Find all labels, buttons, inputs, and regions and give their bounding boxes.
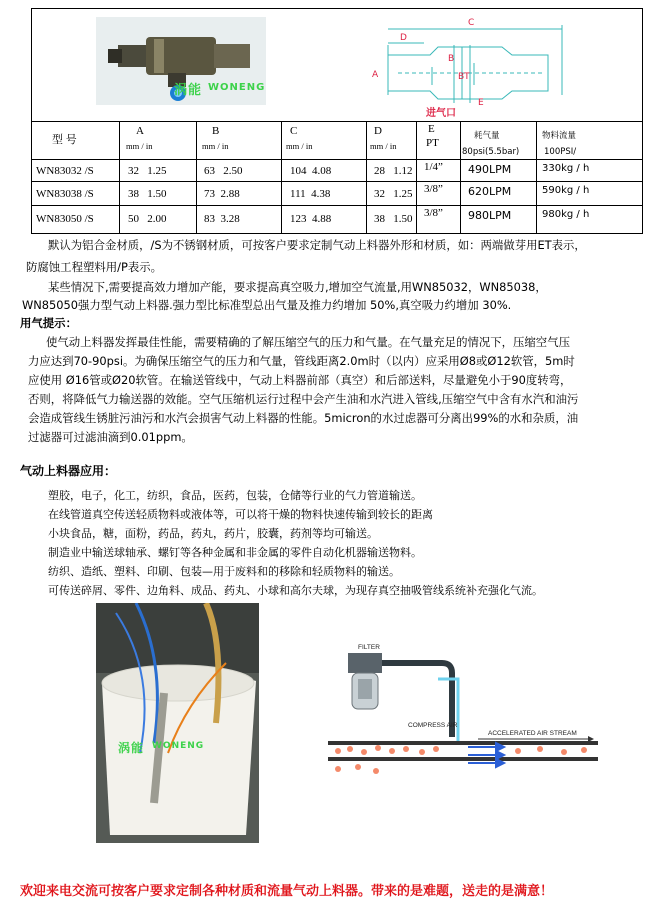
flow-diagram-svg (318, 639, 608, 775)
row2-model: WN83038 /S (36, 188, 94, 200)
application-item-1: 塑胶，电子，化工，纺织，食品，医药，包装，仓储等行业的气力管道输送。 (48, 489, 422, 502)
row3-a: 50 2.00 (128, 213, 167, 225)
row3-flow: 980kg / h (542, 209, 590, 220)
row3-c: 123 4.88 (290, 213, 332, 225)
intro-p2b: WN85050强力型气动上料器.强力型比标准型总出气量及推力约增加 50%,真空吸力约增加 30%. (22, 298, 512, 312)
application-item-3: 小块食品，糖，面粉，药品，药丸，药片，胶囊，药剂等均可输送。 (48, 527, 378, 540)
watermark-cn: 涡能 (174, 83, 203, 98)
application-item-6: 可传送碎屑、零件、边角料、成品、药丸、小球和高尔夫球，为现存真空抽吸管线系统补充强化气流。 (48, 584, 543, 597)
bucket-watermark-cn: 涡能 (118, 741, 145, 755)
header-b-unit: mm / in (202, 141, 229, 151)
filter-label: FILTER (358, 644, 380, 651)
row2-a: 38 1.50 (128, 188, 167, 200)
applications-title: 气动上料器应用： (20, 464, 117, 478)
application-item-5: 纺织、造纸、塑料、印刷、包装—用于废料和的移除和轻质物料的输送。 (48, 565, 400, 578)
header-d: D (374, 125, 382, 137)
tips-title: 用气提示： (20, 316, 77, 330)
tips-line-5: 会造成管线生锈脏污油污和水汽会损害气动上料器的性能。5micron的水过虑器可分离出99%的水和杂质，油 (28, 411, 579, 425)
footer-slogan: 欢迎来电交流可按客户要求定制各种材质和流量气动上料器。带来的是难题，送走的是满意！ (20, 884, 554, 899)
header-e-unit: PT (426, 137, 439, 149)
label-d: D (400, 33, 407, 43)
row2-d: 32 1.25 (374, 188, 413, 200)
spec-table (31, 8, 643, 234)
tips-line-1: 使气动上料器发挥最佳性能，需要精确的了解压缩空气的压力和气量。在气量充足的情况下，压缩空气压 (46, 335, 570, 349)
tips-line-2: 力应达到70-90psi。为确保压缩空气的压力和气量，管线距离2.0m时（以内）应采用Ø8或Ø12软管，5m时 (28, 354, 575, 368)
row3-e: 3/8” (424, 207, 443, 219)
row1-air: 490LPM (468, 163, 512, 176)
header-a: A (136, 125, 144, 137)
row2-e: 3/8” (424, 183, 443, 195)
dimension-drawing (362, 15, 602, 119)
header-b: B (212, 125, 220, 137)
air-stream-label: ACCELERATED AIR STREAM (488, 730, 577, 737)
compress-air-label: COMPRESS AIR (408, 722, 458, 729)
row3-model: WN83050 /S (36, 213, 94, 225)
row1-flow: 330kg / h (542, 163, 590, 174)
row2-c: 111 4.38 (290, 188, 331, 200)
watermark-en: WONENG (208, 82, 266, 93)
row1-a: 32 1.25 (128, 165, 167, 177)
header-flow: 物料流量 (542, 131, 577, 141)
bucket-photo (96, 603, 259, 843)
header-c-unit: mm / in (286, 141, 313, 151)
bucket-image (96, 603, 259, 843)
header-c: C (290, 125, 298, 137)
row1-model: WN83032 /S (36, 165, 94, 177)
header-air: 耗气量 (474, 131, 500, 141)
label-a: A (372, 70, 379, 80)
label-b: B (448, 54, 455, 64)
row3-d: 38 1.50 (374, 213, 413, 225)
product-photo (96, 17, 266, 105)
header-a-unit: mm / in (126, 141, 153, 151)
bucket-watermark-en: WONENG (152, 741, 205, 751)
label-e: E (478, 98, 484, 108)
row3-air: 980LPM (468, 209, 512, 222)
row1-c: 104 4.08 (290, 165, 332, 177)
application-item-4: 制造业中输送球轴承、螺钉等各种金属和非金属的零件自动化机器输送物料。 (48, 546, 422, 559)
tips-line-4: 否则，将降低气力输送器的效能。空气压缩机运行过程中会产生油和水汽进入管线,压缩空气中含有水汽和油污 (28, 392, 579, 406)
intro-p1b: 防腐蚀工程塑料用/P表示。 (26, 260, 163, 274)
row2-air: 620LPM (468, 185, 512, 198)
row1-e: 1/4” (424, 161, 443, 173)
label-inlet: 进气口 (426, 108, 456, 119)
header-flow-unit: 100PSI/ (544, 147, 577, 157)
row2-flow: 590kg / h (542, 185, 590, 196)
row3-b: 83 3.28 (204, 213, 240, 225)
application-item-2: 在线管道真空传送轻质物料或液体等，可以将干燥的物料快速传输到较长的距离 (48, 508, 433, 521)
header-e: E (428, 123, 435, 135)
header-d-unit: mm / in (370, 141, 397, 151)
tips-line-3: 应使用 Ø16管或Ø20软管。在输送管线中，气动上料器前部（真空）和后部送料，尽量避免小于90度转弯， (28, 373, 572, 387)
flow-diagram (318, 639, 608, 775)
row1-d: 28 1.12 (374, 165, 413, 177)
header-model: 型 号 (52, 134, 77, 146)
intro-p2a: 某些情况下,需要提高效力增加产能，要求提高真空吸力,增加空气流量,用WN85032，WN85038， (48, 280, 547, 294)
tips-line-6: 过滤器可过滤油滴到0.01ppm。 (28, 430, 193, 444)
intro-p1a: 默认为铝合金材质，/S为不锈钢材质，可按客户要求定制气动上料器外形和材质，如：两端做芽用ET表示， (48, 238, 586, 252)
label-c: C (468, 18, 475, 28)
row2-b: 73 2.88 (204, 188, 240, 200)
row1-b: 63 2.50 (204, 165, 243, 177)
label-bt: BT (458, 72, 470, 82)
header-air-unit: 80psi(5.5bar) (462, 147, 520, 157)
